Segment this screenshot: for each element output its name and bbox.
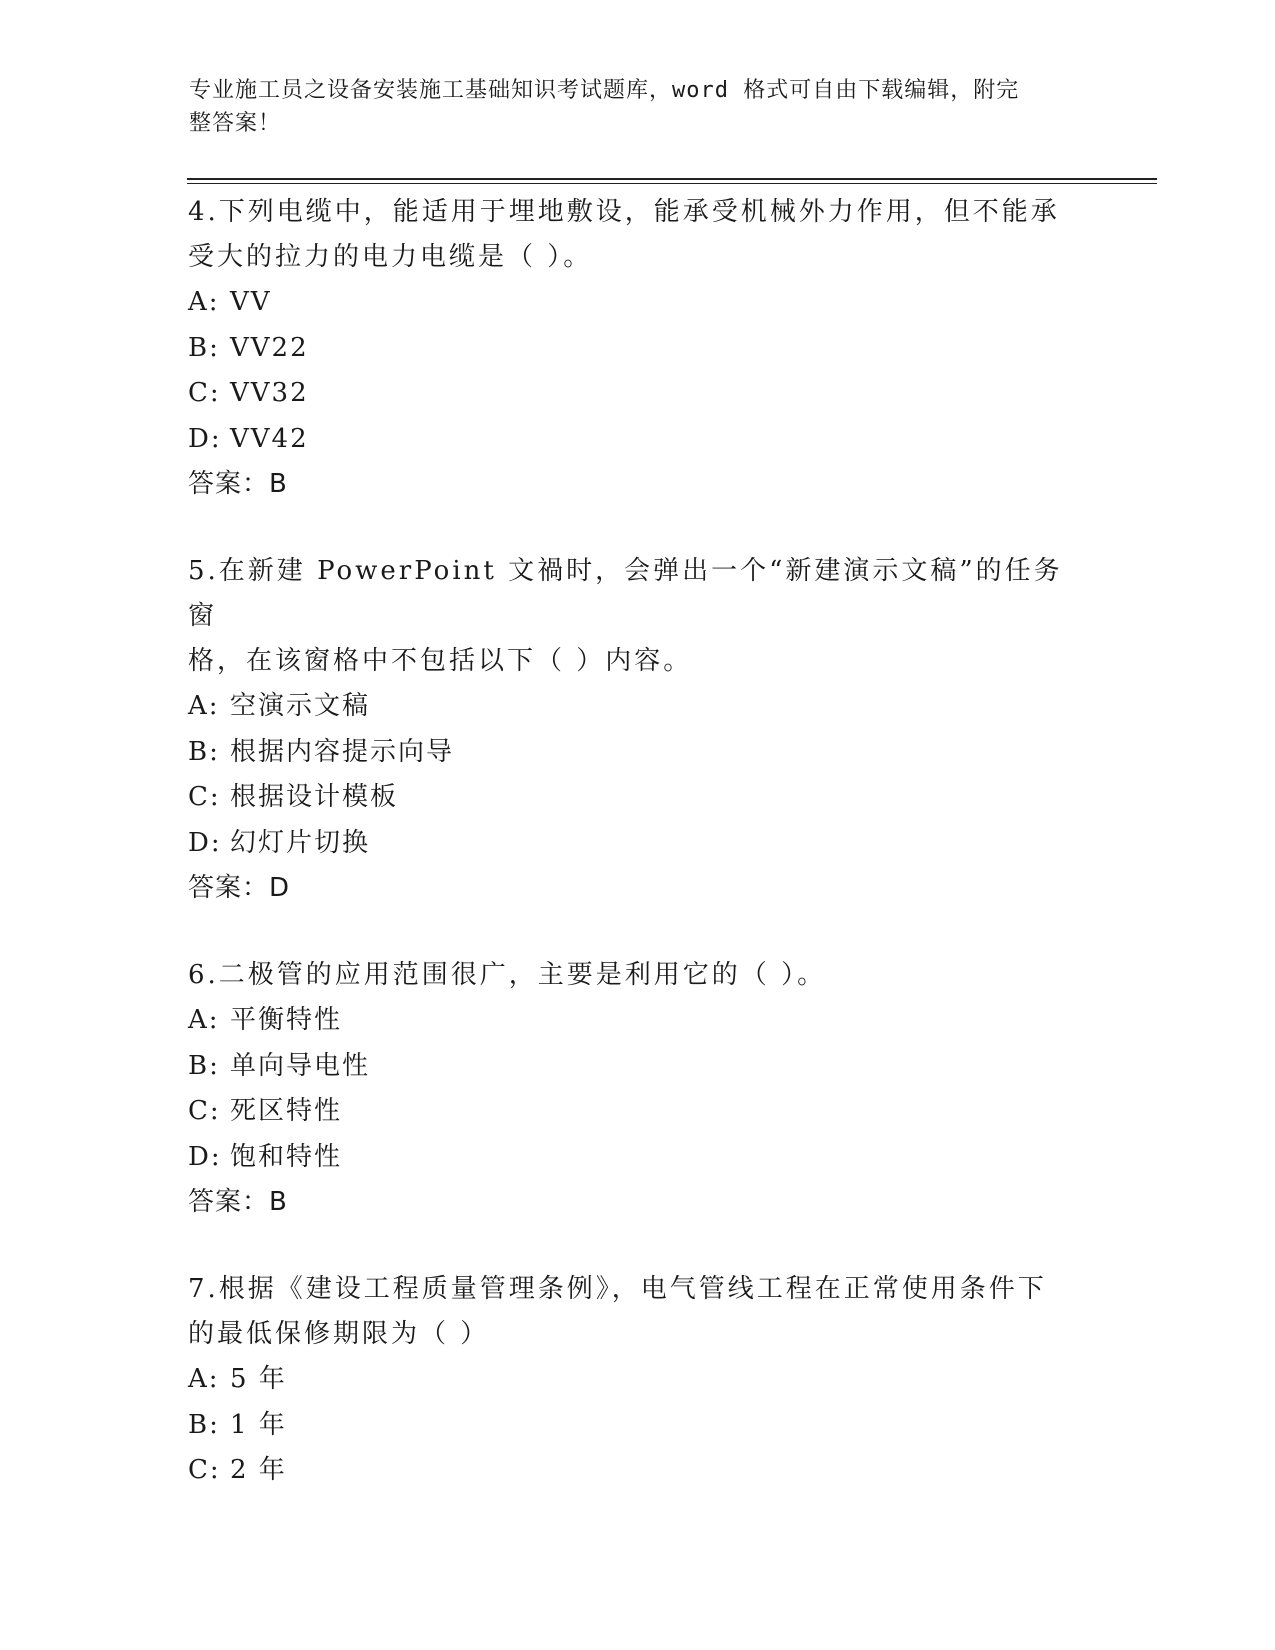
option-text: 幻灯片切换 (230, 827, 371, 858)
header-divider-thick (187, 178, 1157, 180)
option-text: 空演示文稿 (230, 691, 371, 721)
option-b (188, 730, 1088, 776)
option-text: 根据内容提示向导 (230, 736, 455, 767)
option-text: VV22 (230, 332, 309, 363)
option-a (188, 998, 1088, 1044)
question-stem-line: 5.在新建 PowerPoint 文禍时，会弹出一个“新建演示文稿”的任务窗 (188, 556, 1063, 631)
header-line-1: 专业施工员之设备安装施工基础知识考试题库，word 格式可自由下载编辑，附完 (189, 78, 1020, 103)
option-letter: B: (188, 736, 220, 767)
option-letter: A: (188, 1364, 220, 1394)
option-d (188, 1135, 1088, 1181)
option-text: 单向导电性 (230, 1050, 371, 1081)
option-b (188, 1044, 1088, 1090)
question-7 (188, 1267, 1088, 1494)
question-list (188, 190, 1088, 1494)
option-letter: C: (188, 782, 221, 812)
option-text: VV42 (230, 423, 309, 454)
option-a (188, 280, 1088, 326)
spacer (188, 911, 1088, 953)
option-b (188, 326, 1088, 372)
option-text: 平衡特性 (230, 1005, 343, 1035)
option-letter: C: (188, 1096, 221, 1126)
header-line-2: 整答案！ (189, 111, 282, 136)
option-a (188, 1357, 1088, 1403)
option-letter: C: (188, 378, 221, 408)
option-d (188, 417, 1088, 463)
option-a (188, 684, 1088, 730)
option-letter: B: (188, 1409, 220, 1440)
question-6 (188, 953, 1088, 1225)
option-letter: D: (188, 827, 222, 858)
question-stem-line: 受大的拉力的电力电缆是（ ）。 (188, 242, 593, 272)
spacer (188, 1225, 1088, 1267)
option-text: 5 年 (230, 1364, 287, 1394)
question-stem-line: 4.下列电缆中，能适用于埋地敷设，能承受机械外力作用，但不能承 (188, 197, 1060, 227)
option-c (188, 371, 1088, 417)
option-text: 死区特性 (230, 1096, 343, 1126)
question-5 (188, 549, 1088, 911)
question-4 (188, 190, 1088, 507)
option-text: 1 年 (230, 1409, 287, 1440)
option-letter: B: (188, 1050, 220, 1081)
option-text: 饱和特性 (230, 1141, 343, 1172)
option-letter: A: (188, 1005, 220, 1035)
question-stem-line: 的最低保修期限为（ ） (188, 1319, 490, 1349)
question-stem-line: 6.二极管的应用范围很广，主要是利用它的（ ）。 (188, 960, 827, 990)
option-c (188, 775, 1088, 821)
option-d (188, 821, 1088, 867)
option-b (188, 1403, 1088, 1449)
option-text: 根据设计模板 (230, 782, 399, 812)
option-letter: C: (188, 1455, 221, 1485)
answer-line: 答案：D (188, 873, 291, 903)
document-header (189, 74, 1069, 140)
answer-line: 答案：B (188, 1187, 288, 1217)
option-c (188, 1448, 1088, 1494)
option-letter: D: (188, 423, 222, 454)
header-divider-thin (187, 183, 1157, 184)
spacer (188, 507, 1088, 549)
option-text: VV (230, 287, 272, 317)
option-letter: A: (188, 287, 220, 317)
option-text: 2 年 (230, 1455, 287, 1485)
option-c (188, 1089, 1088, 1135)
question-stem-line: 7.根据《建设工程质量管理条例》，电气管线工程在正常使用条件下 (188, 1274, 1047, 1304)
question-stem-line: 格，在该窗格中不包括以下（ ）内容。 (188, 646, 693, 676)
option-letter: B: (188, 332, 220, 363)
option-letter: A: (188, 691, 220, 721)
answer-line: 答案：B (188, 469, 288, 499)
option-letter: D: (188, 1141, 222, 1172)
option-text: VV32 (230, 378, 309, 408)
